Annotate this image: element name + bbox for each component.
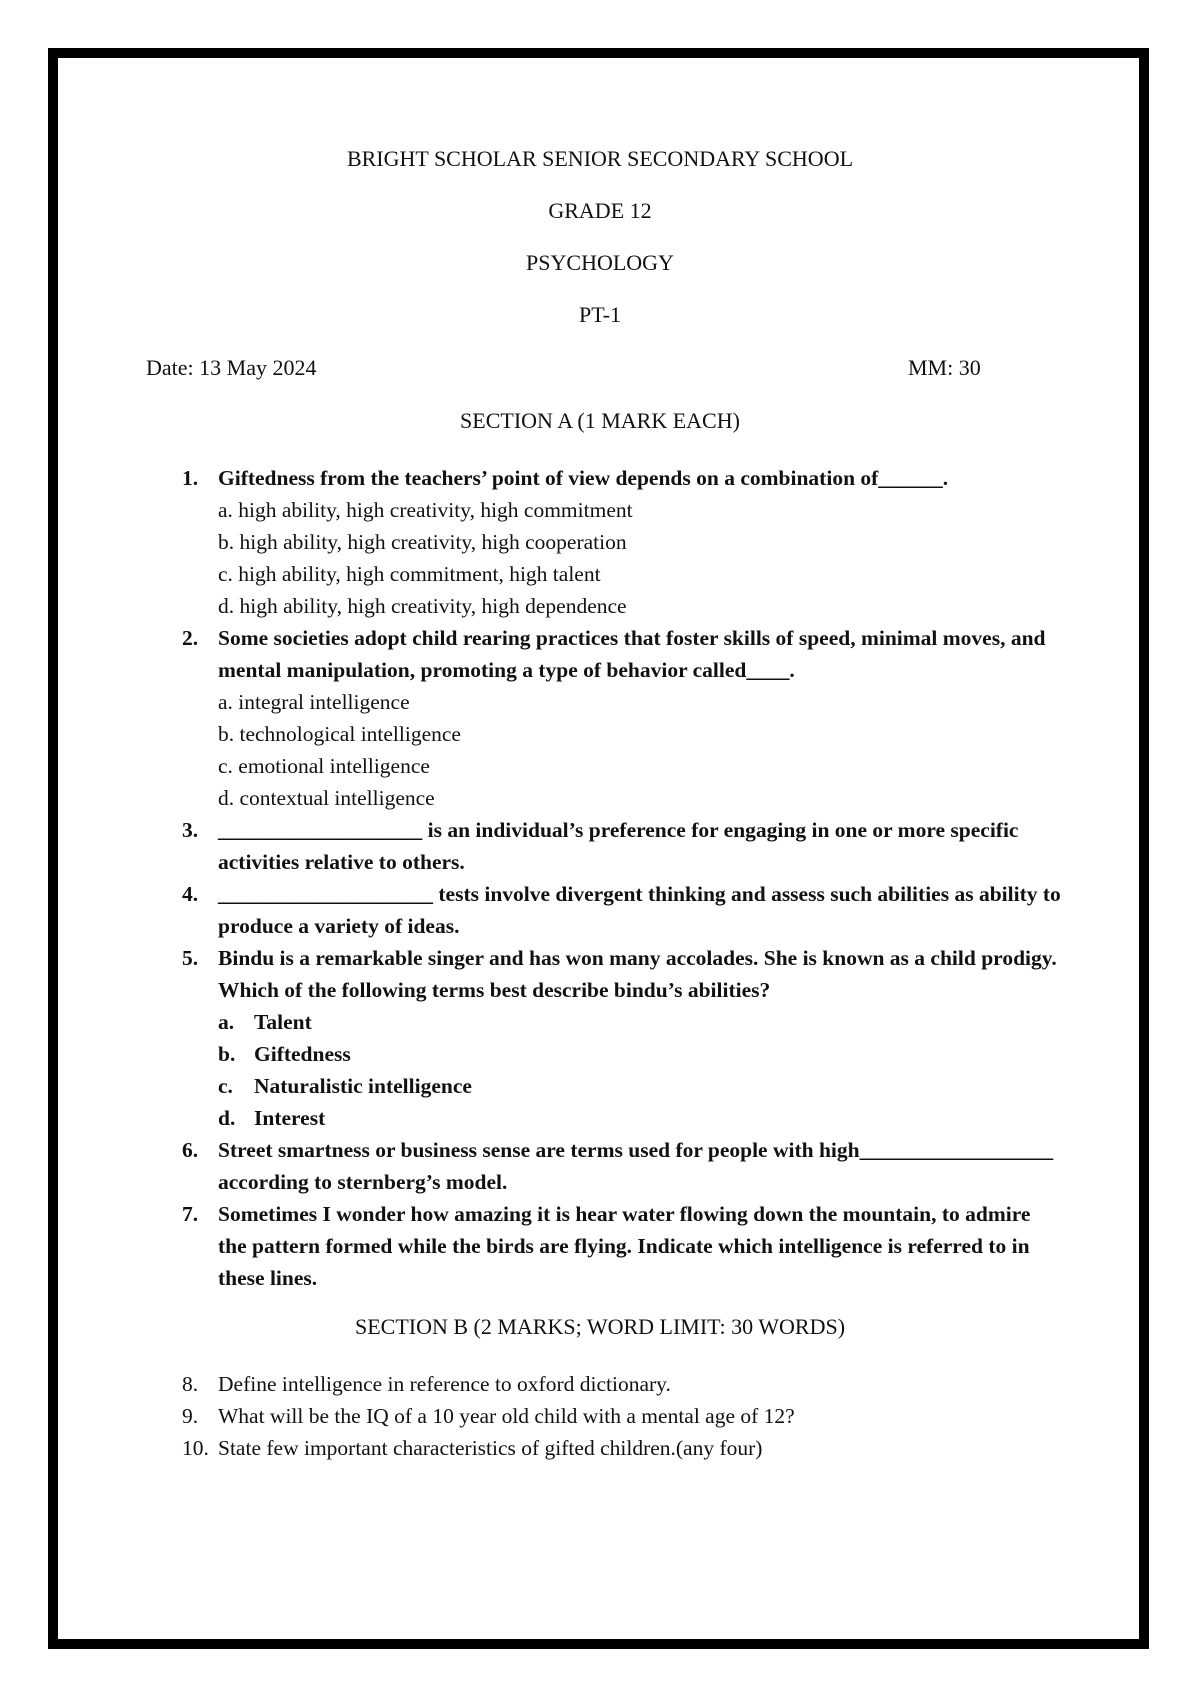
question-text: ___________________ is an individual’s preference for engaging in one or more specific activities relative to others. [218, 818, 1019, 874]
question-text: Sometimes I wonder how amazing it is hear water flowing down the mountain, to admire the pattern formed while the birds are flying. Indicate which intelligence is referred to in these lines. [218, 1202, 1031, 1290]
option-letter: a. [218, 1010, 235, 1034]
exam-date: Date: 13 May 2024 [146, 355, 317, 380]
question-number: 1. [182, 466, 199, 490]
question-4 [182, 878, 1062, 942]
question-text: State few important characteristics of gifted children.(any four) [218, 1436, 763, 1460]
question-text: ____________________ tests involve divergent thinking and assess such abilities as ability to produce a variety of ideas. [218, 882, 1061, 938]
q2-option-c: c. emotional intelligence [218, 754, 430, 778]
question-2 [182, 622, 1062, 686]
grade: GRADE 12 [548, 198, 652, 223]
test-name: PT-1 [579, 302, 621, 327]
option-text: Talent [254, 1010, 312, 1034]
question-number: 5. [182, 946, 199, 970]
question-9 [182, 1400, 1062, 1432]
q5-option-c [218, 1070, 472, 1102]
question-number: 8. [182, 1372, 199, 1396]
question-text: Giftedness from the teachers’ point of view depends on a combination of______. [218, 466, 949, 490]
question-number: 10. [182, 1436, 209, 1460]
subject: PSYCHOLOGY [526, 250, 674, 275]
school-name: BRIGHT SCHOLAR SENIOR SECONDARY SCHOOL [346, 146, 854, 171]
section-a-title: SECTION A (1 MARK EACH) [460, 408, 740, 433]
question-10 [182, 1432, 1062, 1464]
question-number: 3. [182, 818, 199, 842]
q5-option-d [218, 1102, 325, 1134]
section-b-title: SECTION B (2 MARKS; WORD LIMIT: 30 WORDS) [354, 1314, 846, 1339]
q1-option-d: d. high ability, high creativity, high dependence [218, 594, 627, 618]
question-6 [182, 1134, 1062, 1198]
q1-option-a: a. high ability, high creativity, high commitment [218, 498, 633, 522]
question-text: Street smartness or business sense are terms used for people with high__________________ according to sternberg’s model. [218, 1138, 1054, 1194]
question-number: 7. [182, 1202, 199, 1226]
question-1 [182, 462, 1062, 494]
question-number: 4. [182, 882, 199, 906]
option-text: Naturalistic intelligence [254, 1074, 472, 1098]
q2-option-d: d. contextual intelligence [218, 786, 435, 810]
question-8 [182, 1368, 1062, 1400]
q1-option-b: b. high ability, high creativity, high cooperation [218, 530, 627, 554]
option-text: Giftedness [254, 1042, 351, 1066]
question-number: 2. [182, 626, 199, 650]
question-text: What will be the IQ of a 10 year old child with a mental age of 12? [218, 1404, 795, 1428]
option-letter: b. [218, 1042, 236, 1066]
q2-option-a: a. integral intelligence [218, 690, 410, 714]
q2-option-b: b. technological intelligence [218, 722, 461, 746]
option-letter: d. [218, 1106, 236, 1130]
question-number: 6. [182, 1138, 199, 1162]
option-letter: c. [218, 1074, 233, 1098]
max-marks: MM: 30 [908, 355, 981, 380]
question-text: Bindu is a remarkable singer and has won many accolades. She is known as a child prodigy. Which of the following terms best describe bindu’s abilities? [218, 946, 1057, 1002]
q5-option-b [218, 1038, 351, 1070]
question-number: 9. [182, 1404, 199, 1428]
question-text: Some societies adopt child rearing practices that foster skills of speed, minimal moves, and mental manipulation, promoting a type of behavior called____. [218, 626, 1046, 682]
question-7 [182, 1198, 1062, 1294]
question-3 [182, 814, 1062, 878]
option-text: Interest [254, 1106, 326, 1130]
question-text: Define intelligence in reference to oxford dictionary. [218, 1372, 671, 1396]
q1-option-c: c. high ability, high commitment, high talent [218, 562, 601, 586]
question-5 [182, 942, 1062, 1006]
q5-option-a [218, 1006, 312, 1038]
